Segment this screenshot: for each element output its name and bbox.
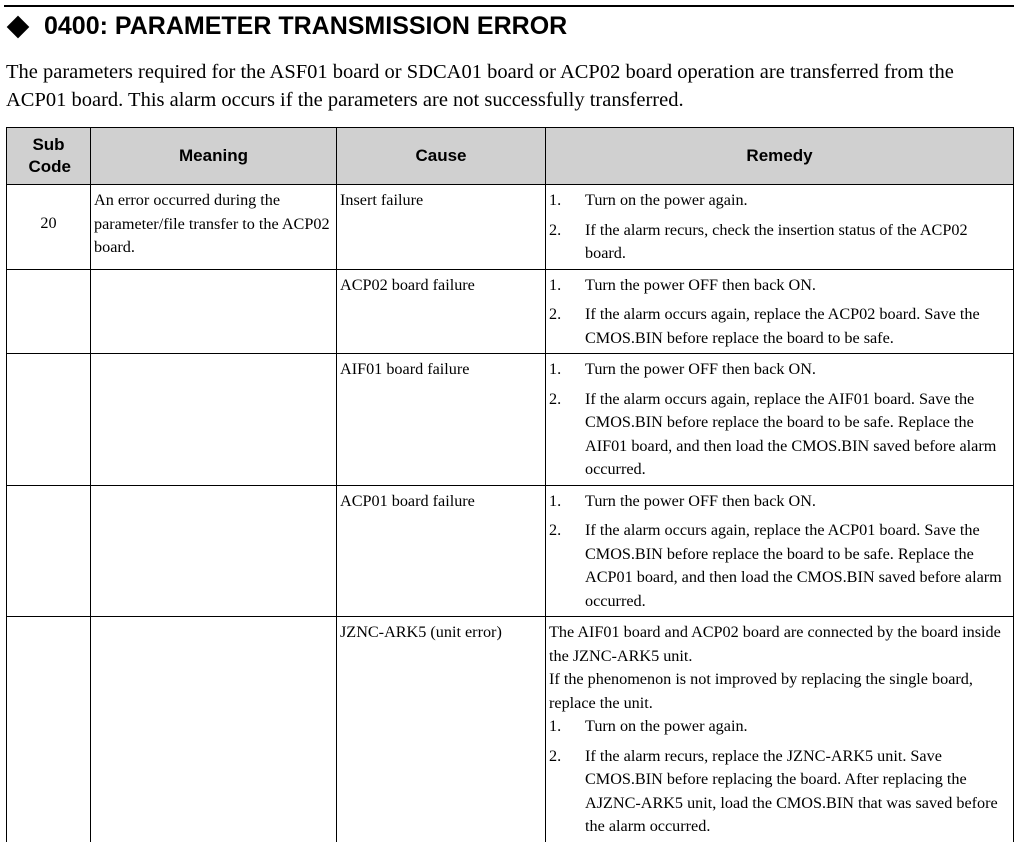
header-meaning: Meaning: [91, 128, 337, 185]
header-remedy: Remedy: [546, 128, 1014, 185]
table-row: [7, 269, 1014, 354]
remedy-step: 1. Turn the power OFF then back ON.: [549, 275, 816, 294]
intro-paragraph: The parameters required for the ASF01 board or SDCA01 board or ACP02 board operation are transferred from the ACP01 board. This alarm occurs if the parameters are not successfully transferred.: [6, 61, 954, 111]
remedy-steps: [549, 715, 1010, 839]
cause-cell: ACP02 board failure: [337, 269, 546, 354]
sub-code-cell: [7, 485, 91, 617]
remedy-step: 2. If the alarm recurs, replace the JZNC-ARK5 unit. Save CMOS.BIN before replacing the board. After replacing the AJZNC-ARK5 unit, load the CMOS.BIN that was saved before the alarm occurred.: [549, 746, 998, 835]
remedy-note: If the phenomenon is not improved by replacing the single board, replace the unit.: [549, 670, 973, 712]
table-row: [7, 354, 1014, 486]
cause-cell: AIF01 board failure: [337, 354, 546, 486]
remedy-step: 2. If the alarm occurs again, replace the ACP02 board. Save the CMOS.BIN before replace the board to be safe.: [549, 305, 980, 347]
remedy-step: 1. Turn the power OFF then back ON.: [549, 491, 816, 510]
remedy-cell: [546, 485, 1014, 617]
remedy-step: 2. If the alarm occurs again, replace the ACP01 board. Save the CMOS.BIN before replace the board to be safe. Replace the ACP01 board, and then load the CMOS.BIN saved before alarm occurred.: [549, 521, 1002, 610]
remedy-steps: [549, 358, 1010, 482]
remedy-step: 1. Turn on the power again.: [549, 191, 748, 209]
meaning-cell: An error occurred during the parameter/file transfer to the ACP02 board.: [91, 185, 337, 270]
remedy-cell: [546, 185, 1014, 270]
sub-code-cell: [7, 354, 91, 486]
meaning-cell: [91, 269, 337, 354]
meaning-cell: [91, 354, 337, 486]
remedy-cell: [546, 354, 1014, 486]
cause-cell: JZNC-ARK5 (unit error): [337, 617, 546, 842]
top-rule: [4, 5, 1014, 7]
sub-code-cell: 20: [7, 185, 91, 270]
sub-code-cell: [7, 617, 91, 842]
table-row: [7, 485, 1014, 617]
remedy-step: 2. If the alarm occurs again, replace the AIF01 board. Save the CMOS.BIN before replace the board to be safe. Replace the AIF01 board, and then load the CMOS.BIN saved before alarm occurred.: [549, 389, 997, 478]
table-header-row: [7, 128, 1014, 185]
diamond-bullet-icon: [7, 15, 30, 38]
header-cause: Cause: [337, 128, 546, 185]
remedy-steps: [549, 274, 1010, 351]
section-heading: [6, 12, 567, 41]
remedy-steps: [549, 490, 1010, 614]
meaning-cell: [91, 485, 337, 617]
remedy-note: The AIF01 board and ACP02 board are connected by the board inside the JZNC-ARK5 unit.: [549, 623, 1001, 665]
cause-cell: ACP01 board failure: [337, 485, 546, 617]
table-row: [7, 185, 1014, 270]
table-row: [7, 617, 1014, 842]
sub-code-cell: [7, 269, 91, 354]
remedy-steps: [549, 189, 1010, 266]
remedy-step: 1. Turn the power OFF then back ON.: [549, 360, 816, 378]
remedy-cell: [546, 269, 1014, 354]
remedy-step: 1. Turn on the power again.: [549, 717, 748, 735]
remedy-cell: [546, 617, 1014, 842]
heading-text: 0400: PARAMETER TRANSMISSION ERROR: [44, 12, 568, 40]
cause-cell: Insert failure: [337, 185, 546, 270]
header-sub-code: Sub Code: [7, 128, 91, 185]
meaning-cell: [91, 617, 337, 842]
alarm-table: [6, 127, 1014, 842]
remedy-step: 2. If the alarm recurs, check the insertion status of the ACP02 board.: [549, 220, 968, 262]
